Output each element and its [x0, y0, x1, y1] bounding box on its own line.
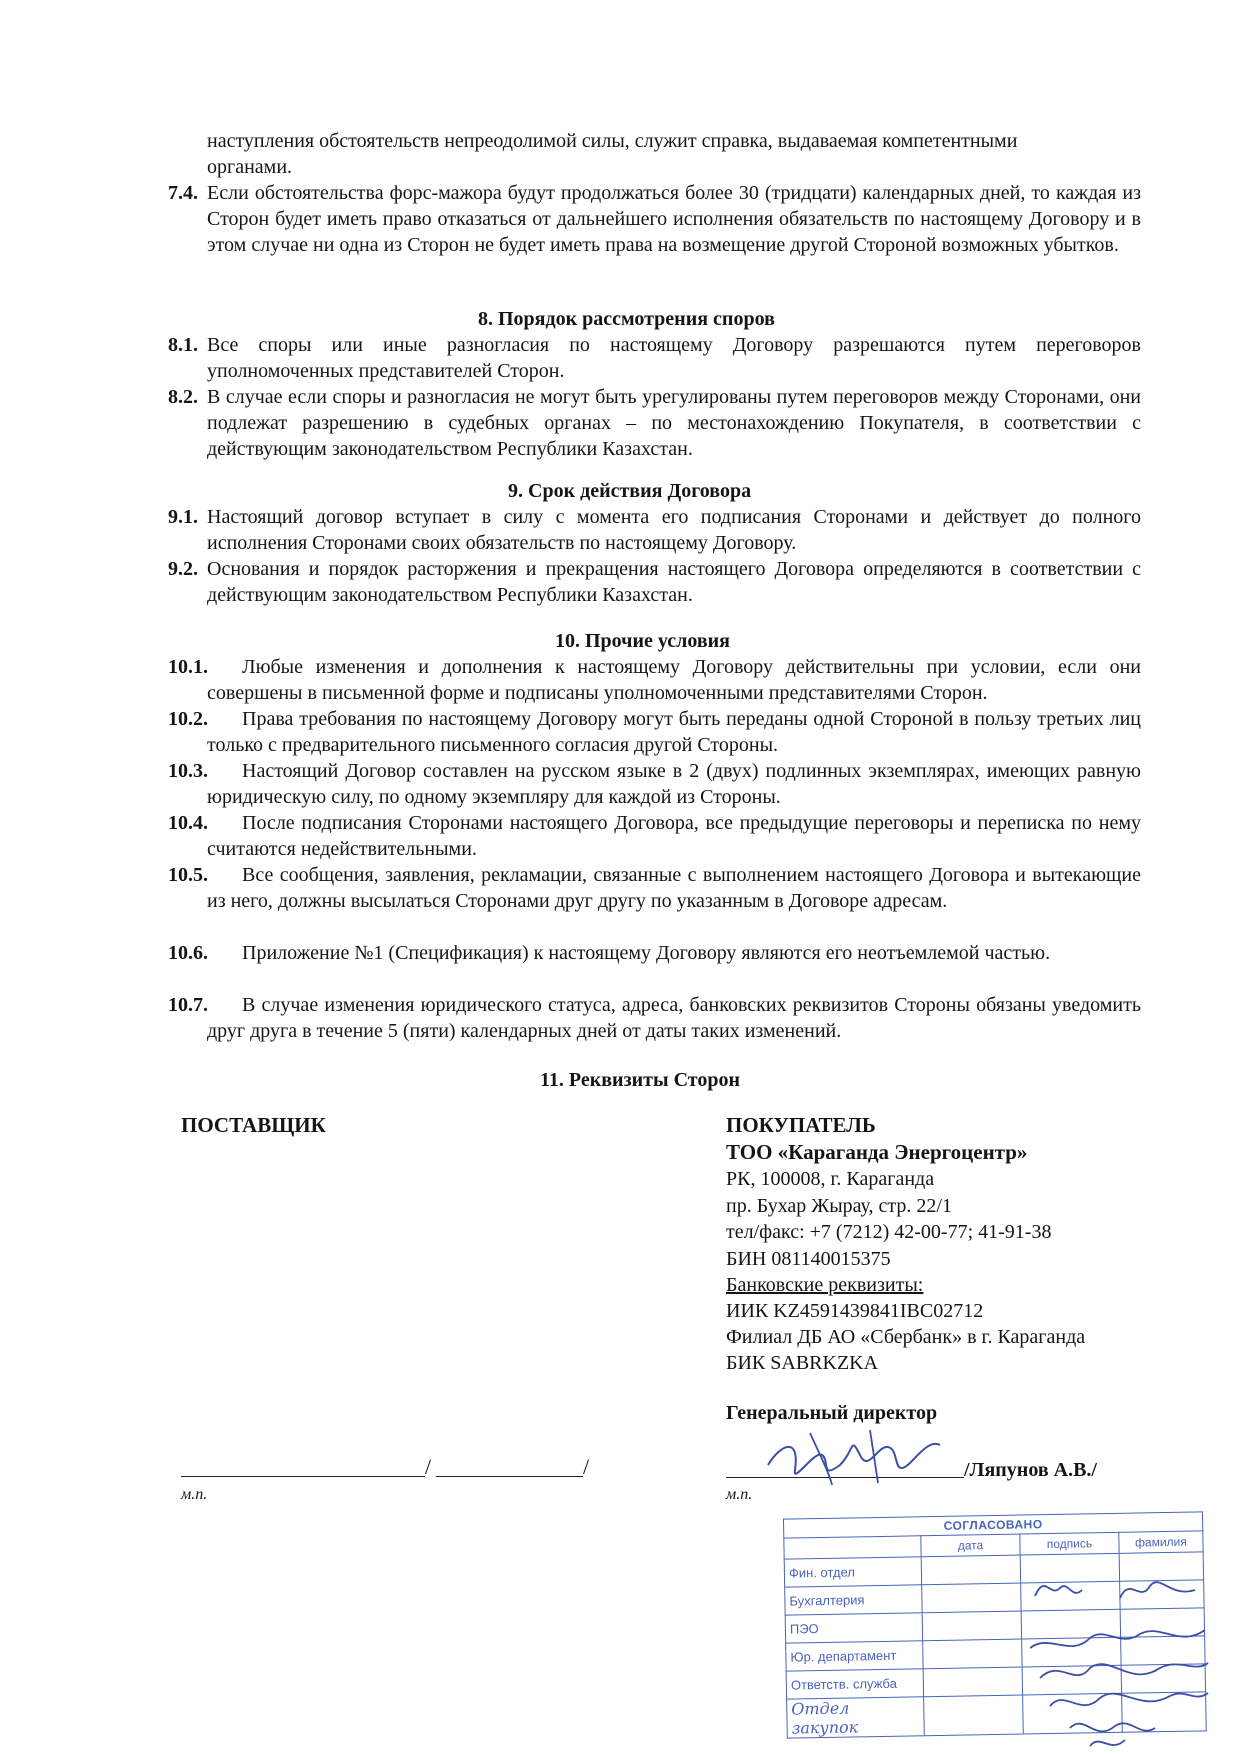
- clause-text: Если обстоятельства форс-мажора будут продолжаться более 30 (тридцати) календарных дней, то каждая из Сторон будет иметь право отказаться от дальнейшего исполнения обязательств по настоящему Договору и в этом случае ни одна из Сторон не будет иметь права на возмещение другой Стороной возможных убытков.: [207, 182, 1141, 256]
- stamp-row-label: Юр. департамент: [786, 1641, 923, 1671]
- clause-number: 8.2.: [168, 386, 198, 408]
- clause-number: 10.5.: [168, 864, 208, 886]
- stamp-row-label: Ответств. служба: [786, 1669, 923, 1699]
- clause-text: Настоящий договор вступает в силу с момента его подписания Сторонами и действует до полного исполнения Сторонами своих обязательств по настоящему Договору.: [207, 506, 1141, 554]
- clause-number: 9.2.: [168, 558, 198, 580]
- clause-number: 9.1.: [168, 506, 198, 528]
- section-title: 11. Реквизиты Сторон: [540, 1069, 740, 1091]
- buyer-phone: тел/факс: +7 (7212) 42-00-77; 41-91-38: [726, 1221, 1052, 1243]
- supplier-signature-line: [181, 1476, 425, 1477]
- clause-text: Все споры или иные разногласия по настоящему Договору разрешаются путем переговоров уполномоченных представителей Сторон.: [207, 334, 1141, 382]
- clause-text: Настоящий Договор составлен на русском языке в 2 (двух) подлинных экземплярах, имеющих равную юридическую силу, по одному экземпляру для каждой из Стороны.: [207, 760, 1141, 808]
- director-signature: [760, 1425, 950, 1490]
- clause-number: 10.6.: [168, 942, 208, 964]
- buyer-iik: ИИК KZ4591439841IBC02712: [726, 1300, 984, 1322]
- buyer-bik: БИК SABRKZKA: [726, 1352, 879, 1374]
- buyer-name: ТОО «Караганда Энергоцентр»: [726, 1140, 1028, 1164]
- clause-text: Приложение №1 (Спецификация) к настоящему Договору являются его неотъемлемой частью.: [242, 942, 1051, 964]
- clause-text: Основания и порядок расторжения и прекращения настоящего Договора определяются в соответствии с действующим законодательством Республики Казахстан.: [207, 558, 1141, 606]
- stamp-header-blank: [784, 1536, 921, 1559]
- clause-text: В случае изменения юридического статуса, адреса, банковских реквизитов Стороны обязаны уведомить друг друга в течение 5 (пяти) календарных дней от даты таких изменений.: [207, 994, 1141, 1042]
- stamp-row-label: Бухгалтерия: [785, 1585, 922, 1615]
- stamp-row-label: Отдел закупок: [787, 1697, 925, 1738]
- clause-number: 10.4.: [168, 812, 208, 834]
- clause-number: 10.1.: [168, 656, 208, 678]
- stamp-header-date: дата: [921, 1534, 1020, 1557]
- clause-text: Все сообщения, заявления, рекламации, связанные с выполнением настоящего Договора и вытекающие из него, должны высылаться Сторонами друг другу по указанным в Договоре адресам.: [207, 864, 1141, 912]
- clause-text: Права требования по настоящему Договору могут быть переданы одной Стороной в пользу третьих лиц только с предварительного письменного согласия другой Стороны.: [207, 708, 1141, 756]
- clause-number: 7.4.: [168, 182, 198, 204]
- signature-slash: /: [583, 1454, 590, 1479]
- clause-text: Любые изменения и дополнения к настоящему Договору действительны при условии, если они совершены в письменной форме и подписаны уполномоченными представителями Сторон.: [207, 656, 1141, 704]
- clause-text: В случае если споры и разногласия не могут быть урегулированы путем переговоров между Сторонами, они подлежат разрешению в судебных органах – по местонахождению Покупателя, в соответствии с действующим законодательством Республики Казахстан.: [207, 386, 1141, 460]
- clause-number: 10.3.: [168, 760, 208, 782]
- stamp-row-label: ПЭО: [785, 1613, 922, 1643]
- section-title: 8. Порядок рассмотрения споров: [478, 308, 775, 330]
- stamp-title: СОГЛАСОВАНО: [783, 1512, 1202, 1538]
- clause-number: 10.7.: [168, 994, 208, 1016]
- stamp-header-signature: подпись: [1020, 1532, 1119, 1555]
- stamp-row-label: Фин. отдел: [784, 1557, 921, 1587]
- buyer-position: Генеральный директор: [726, 1402, 938, 1424]
- buyer-bank-label: Банковские реквизиты:: [726, 1274, 924, 1296]
- supplier-heading: ПОСТАВЩИК: [181, 1113, 326, 1137]
- buyer-address-1: РК, 100008, г. Караганда: [726, 1168, 935, 1190]
- buyer-bank-branch: Филиал ДБ АО «Сбербанк» в г. Караганда: [726, 1326, 1086, 1348]
- clause-text: После подписания Сторонами настоящего Договора, все предыдущие переговоры и переписка по нему считаются недействительными.: [207, 812, 1141, 860]
- buyer-address-2: пр. Бухар Жырау, стр. 22/1: [726, 1195, 952, 1217]
- stamp-handwritten-signatures: [1030, 1568, 1210, 1754]
- supplier-name-line: [436, 1476, 583, 1477]
- signature-slash: /: [425, 1454, 432, 1479]
- section-title: 10. Прочие условия: [555, 630, 730, 652]
- clause-number: 8.1.: [168, 334, 198, 356]
- buyer-signer-name: /Ляпунов А.В./: [964, 1459, 1097, 1481]
- buyer-seal-label: м.п.: [726, 1486, 753, 1503]
- section-title: 9. Срок действия Договора: [508, 480, 752, 502]
- supplier-seal-label: м.п.: [181, 1486, 208, 1503]
- intro-line-1: наступления обстоятельств непреодолимой силы, служит справка, выдаваемая компетентными: [207, 130, 1018, 152]
- clause-number: 10.2.: [168, 708, 208, 730]
- intro-line-2: органами.: [207, 156, 293, 178]
- buyer-bin: БИН 081140015375: [726, 1248, 891, 1270]
- stamp-header-surname: фамилия: [1119, 1531, 1203, 1553]
- buyer-heading: ПОКУПАТЕЛЬ: [726, 1113, 876, 1137]
